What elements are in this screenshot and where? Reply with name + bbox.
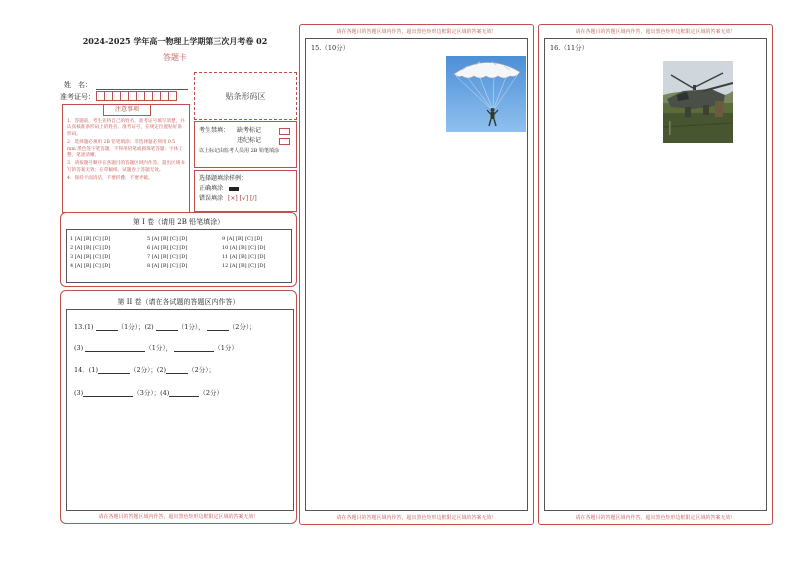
helicopter-image xyxy=(663,61,733,143)
q13-part: （1分）， xyxy=(145,344,173,352)
choice-group xyxy=(147,235,187,271)
choice-row[interactable]: 10 [A] [B] [C] [D] xyxy=(222,245,266,251)
violation-mark-box[interactable] xyxy=(279,138,290,145)
q15-column xyxy=(299,24,534,525)
answer-blank[interactable] xyxy=(96,323,118,331)
q16-heading: 16.（11分） xyxy=(550,44,589,52)
q13-part: （1分）， xyxy=(177,323,205,331)
q13-part: （2分）； xyxy=(228,323,256,331)
choice-row[interactable]: 1 [A] [B] [C] [D] xyxy=(70,236,111,242)
answer-blank[interactable] xyxy=(85,344,145,352)
choice-row[interactable]: 7 [A] [B] [C] [D] xyxy=(147,254,188,260)
page-title: 2024-2025 学年高一物理上学期第三次月考卷 02 xyxy=(82,36,268,46)
absent-mark-box[interactable] xyxy=(279,128,290,135)
answer-blank[interactable] xyxy=(174,344,214,352)
fill-example-title: 选择题填涂样例： xyxy=(199,175,248,182)
name-label: 姓 名： xyxy=(64,81,92,89)
q14-line-2 xyxy=(74,388,223,397)
q14-part: （3分）；(4) xyxy=(133,389,170,397)
section1-title: 第 I 卷（请用 2B 铅笔填涂） xyxy=(132,218,225,226)
q13-part: 13.(1) xyxy=(74,323,94,331)
notice-list xyxy=(67,119,185,185)
parachute-image xyxy=(446,56,526,132)
choice-row[interactable]: 5 [A] [B] [C] [D] xyxy=(147,236,188,242)
answer-blank[interactable] xyxy=(207,323,229,331)
q13-part: （1分） xyxy=(214,344,238,352)
correct-fill-label: 正确填涂 xyxy=(199,185,224,192)
page-subtitle: 答题卡 xyxy=(163,53,187,62)
barcode-area xyxy=(194,72,297,120)
q14-part: （2分）；(2) xyxy=(129,366,167,374)
q15-heading: 15.（10分） xyxy=(311,44,350,52)
marks-label: 考生禁填： xyxy=(199,127,230,134)
choice-row[interactable]: 4 [A] [B] [C] [D] xyxy=(70,263,111,269)
answer-blank[interactable] xyxy=(169,389,199,397)
answer-blank[interactable] xyxy=(156,323,178,331)
fill-example-box xyxy=(194,170,297,212)
q16-column xyxy=(538,24,773,525)
violation-mark-label: 违纪标记 xyxy=(237,137,262,144)
marks-box xyxy=(194,121,297,168)
answer-area-warning: 请在各题目的答题区域内作答，超出黑色矩形边框限定区域的答案无效！ xyxy=(575,515,736,521)
q14-part: （2分） xyxy=(199,389,223,397)
name-field[interactable] xyxy=(96,89,188,90)
choice-row[interactable]: 6 [A] [B] [C] [D] xyxy=(147,245,188,251)
choice-group xyxy=(222,235,265,271)
notice-item: 3．请按题号顺序在各题目的答题区域内作答，超出区域书写的答案无效；在草稿纸、试题卷上答题无效。 xyxy=(67,161,185,173)
choice-row[interactable]: 11 [A] [B] [C] [D] xyxy=(222,254,266,260)
q15-answer-area[interactable] xyxy=(305,38,528,511)
notice-item: 2．选择题必须用 2B 铅笔填涂；非选择题必须用 0.5 mm 黑色签字笔答题，不得用铅笔或圆珠笔答题；字体工整、笔迹清晰。 xyxy=(67,140,183,159)
q14-part: (3) xyxy=(74,389,84,397)
correct-fill-mark xyxy=(229,187,239,191)
wrong-fill-label: 错误填涂 xyxy=(199,195,224,202)
choice-grid xyxy=(66,229,292,283)
q13-line-2 xyxy=(74,343,238,352)
q14-part: （2分）； xyxy=(188,366,215,374)
absent-mark-label: 缺考标记 xyxy=(237,127,262,134)
wrong-fill-marks: [×] [√] [/] xyxy=(228,195,257,202)
q13-part: (3) xyxy=(74,344,84,352)
id-label: 准考证号： xyxy=(60,93,95,101)
notice-box xyxy=(62,104,190,213)
section2-box xyxy=(60,290,297,524)
answer-area-warning: 请在各题目的答题区域内作答，超出黑色矩形边框限定区域的答案无效！ xyxy=(98,514,259,520)
answer-blank[interactable] xyxy=(83,389,133,397)
q16-answer-area[interactable] xyxy=(544,38,767,511)
choice-row[interactable]: 2 [A] [B] [C] [D] xyxy=(70,245,111,251)
choice-group xyxy=(70,235,110,271)
choice-row[interactable]: 8 [A] [B] [C] [D] xyxy=(147,263,188,269)
q13-line-1 xyxy=(74,322,256,331)
barcode-label: 贴条形码区 xyxy=(225,92,266,101)
notice-title: 注意事项 xyxy=(103,104,151,116)
q13-part: （1分）；(2) xyxy=(117,323,154,331)
choice-row[interactable]: 9 [A] [B] [C] [D] xyxy=(222,236,263,242)
marks-note: 以上标记由监考人员用 2B 铅笔填涂 xyxy=(199,148,280,154)
answer-blank[interactable] xyxy=(98,366,130,374)
choice-row[interactable]: 12 [A] [B] [C] [D] xyxy=(222,263,266,269)
notice-item: 4．保持卡面清洁，不要折叠、不要弄破。 xyxy=(67,176,153,182)
answer-blank[interactable] xyxy=(166,366,188,374)
section2-answer-area xyxy=(66,309,294,511)
answer-area-warning: 请在各题目的答题区域内作答，超出黑色矩形边框限定区域的答案无效！ xyxy=(336,515,497,521)
section1-box xyxy=(60,212,297,287)
answer-area-warning: 请在各题目的答题区域内作答，超出黑色矩形边框限定区域的答案无效！ xyxy=(336,29,497,35)
section2-title: 第 II 卷（请在各试题的答题区内作答） xyxy=(117,298,240,306)
q14-line-1 xyxy=(74,365,215,374)
id-cells[interactable] xyxy=(96,91,176,101)
q14-part: 14．(1) xyxy=(74,366,98,374)
answer-area-warning: 请在各题目的答题区域内作答，超出黑色矩形边框限定区域的答案无效！ xyxy=(575,29,736,35)
choice-row[interactable]: 3 [A] [B] [C] [D] xyxy=(70,254,111,260)
notice-item: 1．答题前，考生先将自己的姓名，准考证号填写清楚，并认真核准条形码上的姓名、准考证号，在规定位置贴好条形码。 xyxy=(67,119,185,137)
